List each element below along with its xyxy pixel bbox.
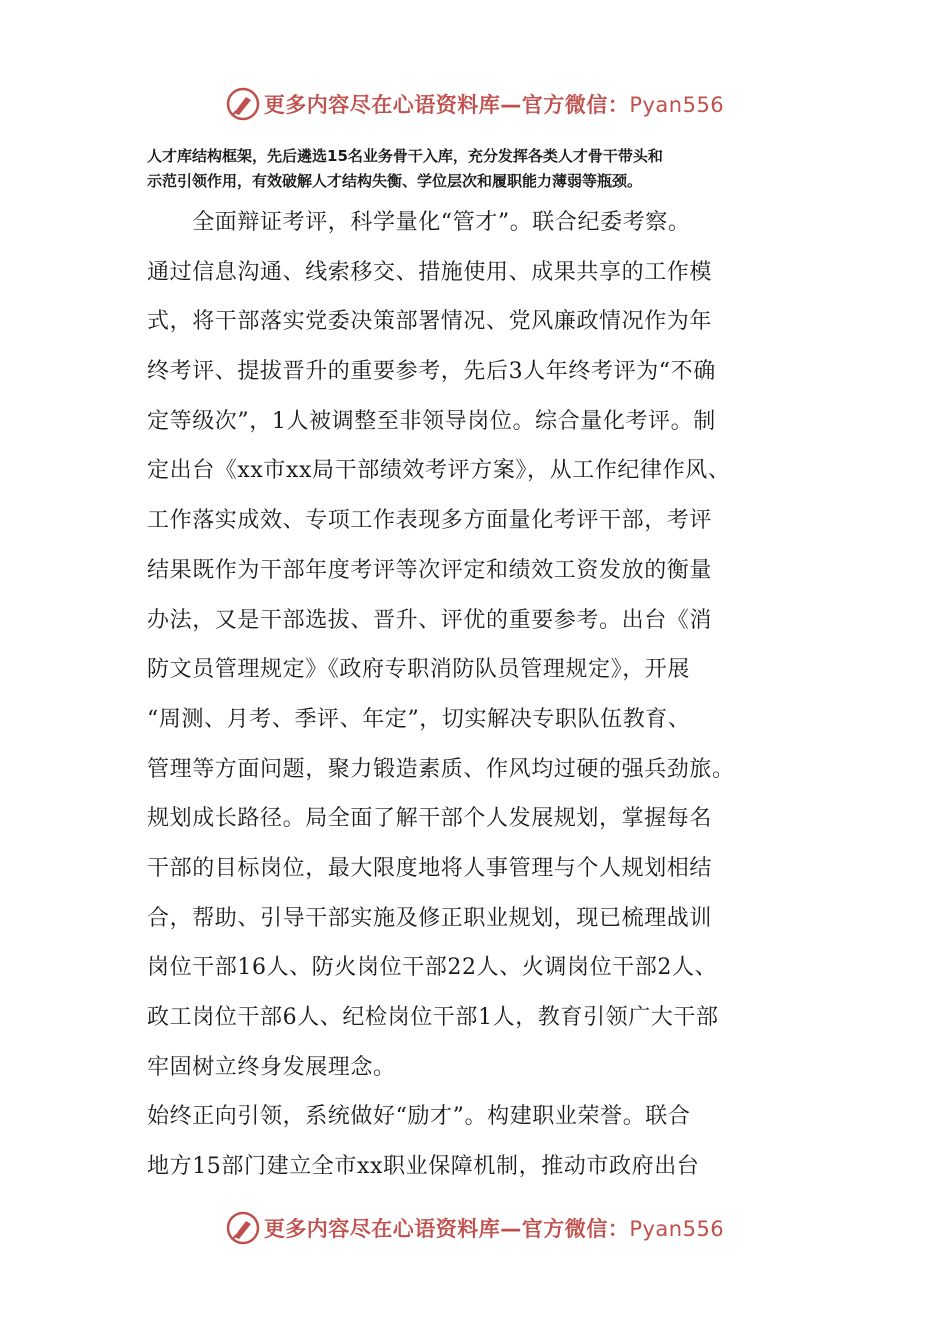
body-line: 始终正向引领，系统做好“励才”。构建职业荣誉。联合 [147, 1104, 691, 1130]
body-line: 定等级次”，1人被调整至非领导岗位。综合量化考评。制 [147, 408, 716, 434]
body-line: 干部的目标岗位，最大限度地将人事管理与个人规划相结 [147, 855, 713, 881]
body-line: 管理等方面问题，聚力锻造素质、作风均过硬的强兵劲旅。 [147, 756, 735, 782]
body-line: 终考评、提拔晋升的重要参考，先后3人年终考评为“不确 [147, 359, 716, 385]
body-line: 定出台《xx市xx局干部绩效考评方案》，从工作纪律作风、 [147, 458, 731, 484]
body-line: “周测、月考、季评、年定”，切实解决专职队伍教育、 [147, 706, 691, 732]
body-text [147, 198, 827, 1192]
wechat-id: Pyan556 [629, 1217, 725, 1241]
body-line: 通过信息沟通、线索移交、措施使用、成果共享的工作模 [147, 259, 713, 285]
intro-line: 人才库结构框架，先后遴选15名业务骨干入库，充分发挥各类人才骨干带头和 [147, 147, 663, 165]
body-line: 牢固树立终身发展理念。 [147, 1054, 396, 1080]
body-line: 全面辩证考评，科学量化“管才”。联合纪委考察。 [147, 210, 691, 235]
header-banner [0, 84, 950, 124]
body-line: 工作落实成效、专项工作表现多方面量化考评干部，考评 [147, 508, 713, 534]
body-line: 防文员管理规定》《政府专职消防队员管理规定》，开展 [147, 657, 691, 683]
banner-text: 更多内容尽在心语资料库—官方微信：Pyan556 [263, 1217, 725, 1241]
intro-line: 示范引领作用，有效破解人才结构失衡、学位层次和履职能力薄弱等瓶颈。 [147, 172, 643, 190]
body-line: 政工岗位干部6人、纪检岗位干部1人，教育引领广大干部 [147, 1005, 719, 1030]
body-line: 地方15部门建立全市xx职业保障机制，推动市政府出台 [147, 1154, 700, 1180]
banner-text: 更多内容尽在心语资料库—官方微信：Pyan556 [263, 93, 725, 117]
pen-logo-icon [226, 87, 260, 121]
wechat-id: Pyan556 [629, 93, 725, 117]
footer-banner [0, 1208, 950, 1248]
body-line: 规划成长路径。局全面了解干部个人发展规划，掌握每名 [147, 806, 713, 832]
intro-paragraph [147, 144, 817, 194]
pen-logo-icon [226, 1211, 260, 1245]
body-line: 式，将干部落实党委决策部署情况、党风廉政情况作为年 [147, 309, 713, 335]
body-line: 合，帮助、引导干部实施及修正职业规划，现已梳理战训 [147, 905, 713, 931]
body-line: 岗位干部16人、防火岗位干部22人、火调岗位干部2人、 [147, 955, 718, 981]
body-line: 结果既作为干部年度考评等次评定和绩效工资发放的衡量 [147, 557, 713, 583]
body-line: 办法，又是干部选拔、晋升、评优的重要参考。出台《消 [147, 607, 713, 633]
